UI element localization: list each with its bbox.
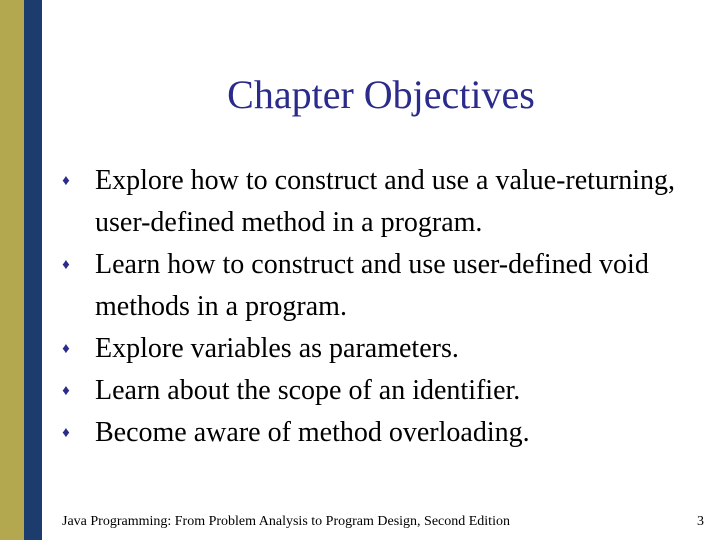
list-item-text: Explore variables as parameters. — [95, 333, 459, 364]
list-item-text: Explore how to construct and use a value-returning, user-defined method in a program. — [95, 165, 676, 238]
list-item-text: Become aware of method overloading. — [95, 417, 530, 448]
list-item — [56, 328, 696, 370]
list-item — [56, 160, 696, 244]
objectives-list — [56, 160, 696, 454]
slide-footer: Java Programming: From Problem Analysis to Program Design, Second Edition — [62, 514, 510, 529]
list-item-text: Learn about the scope of an identifier. — [95, 375, 521, 406]
list-item-text: Learn how to construct and use user-defined void methods in a program. — [95, 249, 649, 322]
left-accent-bar-navy — [24, 0, 42, 540]
page-number: 3 — [697, 514, 704, 529]
list-item — [56, 370, 696, 412]
left-accent-bar-olive — [0, 0, 24, 540]
diamond-bullet-icon: ♦ — [62, 341, 70, 357]
diamond-bullet-icon: ♦ — [62, 257, 70, 273]
slide-title: Chapter Objectives — [227, 72, 535, 117]
diamond-bullet-icon: ♦ — [62, 383, 70, 399]
diamond-bullet-icon: ♦ — [62, 173, 70, 189]
diamond-bullet-icon: ♦ — [62, 425, 70, 441]
list-item — [56, 412, 696, 454]
list-item — [56, 244, 696, 328]
